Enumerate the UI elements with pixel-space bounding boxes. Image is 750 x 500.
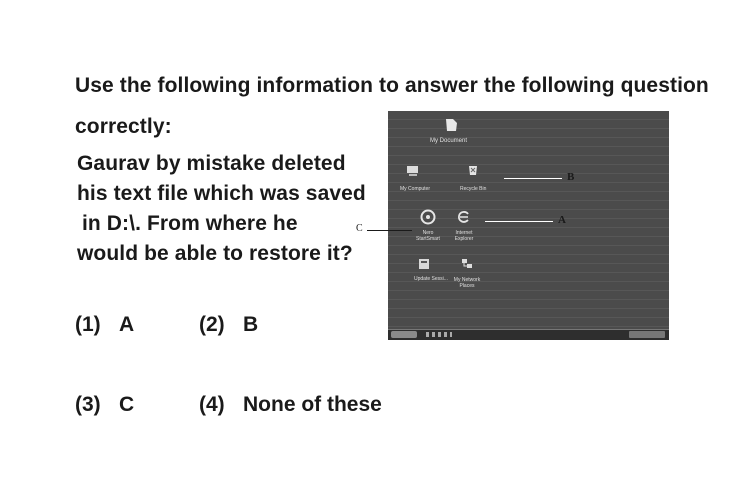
desktop-label-my-computer: My Computer bbox=[400, 186, 431, 192]
option-3-number: (3) bbox=[75, 393, 101, 416]
network-icon bbox=[460, 258, 474, 270]
system-tray bbox=[629, 331, 665, 338]
pointer-line-b bbox=[504, 178, 562, 179]
question-intro-line2: correctly: bbox=[75, 115, 172, 138]
start-button bbox=[391, 331, 417, 338]
option-2-number: (2) bbox=[199, 313, 225, 336]
question-text-line3: in D:\. From where he bbox=[82, 212, 298, 235]
option-4-number: (4) bbox=[199, 393, 225, 416]
option-1-text: A bbox=[119, 313, 135, 336]
pointer-line-a bbox=[485, 221, 553, 222]
desktop-label-update-sessi: Update Sessi... bbox=[414, 276, 448, 282]
label-c: C bbox=[356, 223, 363, 234]
taskbar bbox=[388, 329, 669, 340]
option-1[interactable] bbox=[75, 313, 134, 337]
update-icon bbox=[418, 258, 432, 270]
desktop-label-internet-explorer: Internet Explorer bbox=[454, 230, 474, 242]
option-2[interactable] bbox=[199, 313, 258, 337]
option-3[interactable] bbox=[75, 393, 134, 417]
desktop-label-recycle-bin: Recycle Bin bbox=[460, 186, 487, 192]
quick-launch-icons bbox=[426, 332, 452, 337]
option-3-text: C bbox=[119, 393, 135, 416]
question-text-line2: his text file which was saved bbox=[77, 182, 366, 205]
question-text-line1: Gaurav by mistake deleted bbox=[77, 152, 346, 175]
option-4[interactable] bbox=[199, 393, 382, 417]
question-intro-line1: Use the following information to answer the following question bbox=[75, 74, 709, 97]
internet-explorer-icon bbox=[456, 209, 472, 225]
option-1-number: (1) bbox=[75, 313, 101, 336]
option-2-text: B bbox=[243, 313, 259, 336]
label-b: B bbox=[567, 171, 575, 183]
desktop-label-my-document: My Document bbox=[430, 138, 468, 144]
question-text-line4: would be able to restore it? bbox=[77, 242, 353, 265]
computer-icon bbox=[406, 165, 420, 177]
label-a: A bbox=[558, 214, 566, 226]
desktop-label-nero-startsmart: Nero StartSmart bbox=[416, 230, 440, 242]
nero-icon bbox=[420, 209, 436, 225]
pointer-line-c bbox=[367, 230, 412, 231]
desktop-screenshot bbox=[388, 111, 669, 340]
recycle-bin-icon bbox=[466, 164, 480, 176]
desktop-label-my-network-places: My Network Places bbox=[453, 277, 481, 289]
option-4-text: None of these bbox=[243, 393, 382, 416]
folder-icon bbox=[443, 117, 459, 133]
